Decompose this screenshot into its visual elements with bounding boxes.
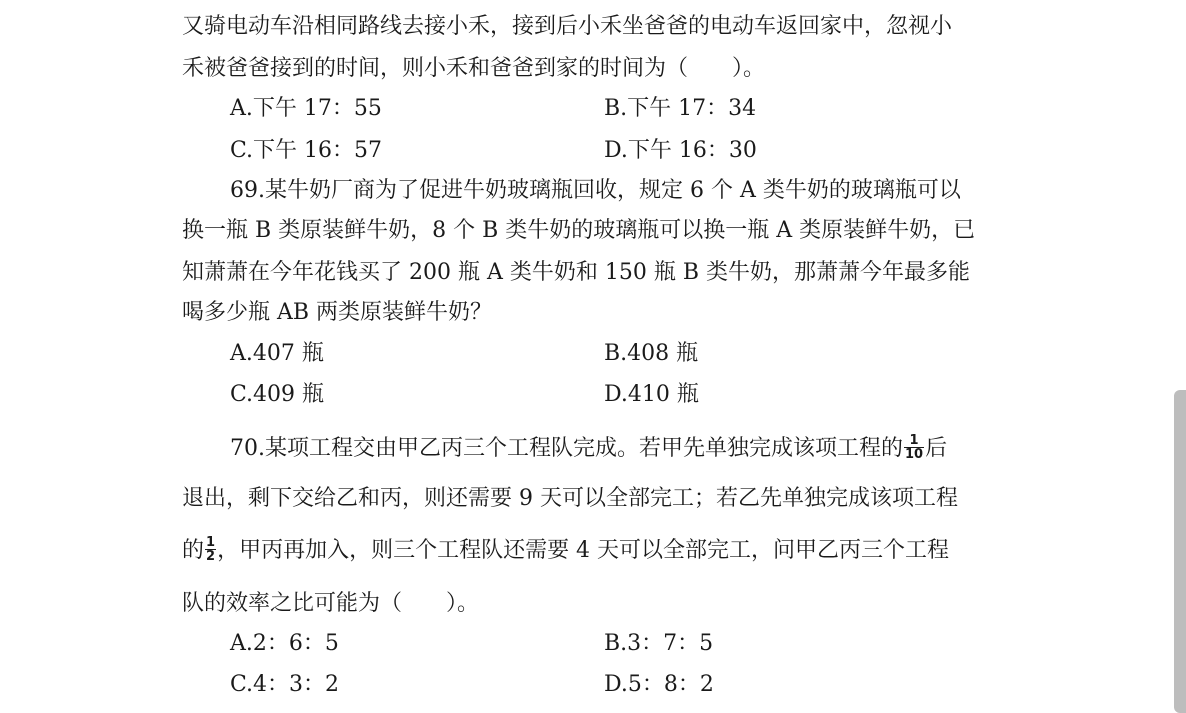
q70-option-c: C.4：3：2 xyxy=(230,672,340,697)
q70-text-line-4: 队的效率之比可能为（ ）。 xyxy=(182,591,480,616)
q69-text-line-2: 换一瓶 B 类原装鲜牛奶，8 个 B 类牛奶的玻璃瓶可以换一瓶 A 类原装鲜牛奶，已 xyxy=(182,218,976,243)
q70-text-line-3 xyxy=(182,536,949,566)
q70-line-3-text: ，甲丙再加入，则三个工程队还需要 4 天可以全部完工，问甲乙丙三个工程 xyxy=(217,538,950,563)
fraction-denominator: 2 xyxy=(206,548,216,564)
q70-line-3-prefix: 的 xyxy=(182,538,205,563)
q69-text-line-3: 知萧萧在今年花钱买了 200 瓶 A 类牛奶和 150 瓶 B 类牛奶，那萧萧今年最多能 xyxy=(182,260,970,285)
q69-text-line-4: 喝多少瓶 AB 两类原装鲜牛奶？ xyxy=(182,300,493,325)
q69-option-c: C.409 瓶 xyxy=(230,382,325,407)
q68-option-b: B.下午 17：34 xyxy=(604,96,757,121)
fraction-numerator: 1 xyxy=(904,434,924,448)
q70-text-line-1 xyxy=(230,434,947,464)
q68-option-c: C.下午 16：57 xyxy=(230,138,383,163)
q69-option-d: D.410 瓶 xyxy=(604,382,699,407)
q70-option-b: B.3：7：5 xyxy=(604,631,714,656)
fraction-one-tenth xyxy=(904,434,924,461)
q70-option-a: A.2：6：5 xyxy=(230,631,339,656)
q68-text-line-2: 禾被爸爸接到的时间，则小禾和爸爸到家的时间为（ ）。 xyxy=(182,56,766,81)
vertical-scrollbar[interactable] xyxy=(1174,390,1186,713)
q68-option-d: D.下午 16：30 xyxy=(604,138,757,163)
q69-option-b: B.408 瓶 xyxy=(604,341,699,366)
fraction-denominator: 10 xyxy=(905,446,924,462)
q68-text-line-1: 又骑电动车沿相同路线去接小禾，接到后小禾坐爸爸的电动车返回家中，忽视小 xyxy=(182,14,953,39)
q68-option-a: A.下午 17：55 xyxy=(230,96,382,121)
q69-option-a: A.407 瓶 xyxy=(230,341,324,366)
fraction-numerator: 1 xyxy=(206,534,216,550)
q70-text-line-2: 退出，剩下交给乙和丙，则还需要 9 天可以全部完工；若乙先单独完成该项工程 xyxy=(182,486,958,511)
q70-line-1-text: 70.某项工程交由甲乙丙三个工程队完成。若甲先单独完成该项工程的 xyxy=(230,436,903,461)
q70-option-d: D.5：8：2 xyxy=(604,672,714,697)
fraction-one-half xyxy=(205,536,216,563)
q70-line-1-suffix: 后 xyxy=(925,436,948,461)
q69-text-line-1: 69.某牛奶厂商为了促进牛奶玻璃瓶回收，规定 6 个 A 类牛奶的玻璃瓶可以 xyxy=(230,178,961,203)
